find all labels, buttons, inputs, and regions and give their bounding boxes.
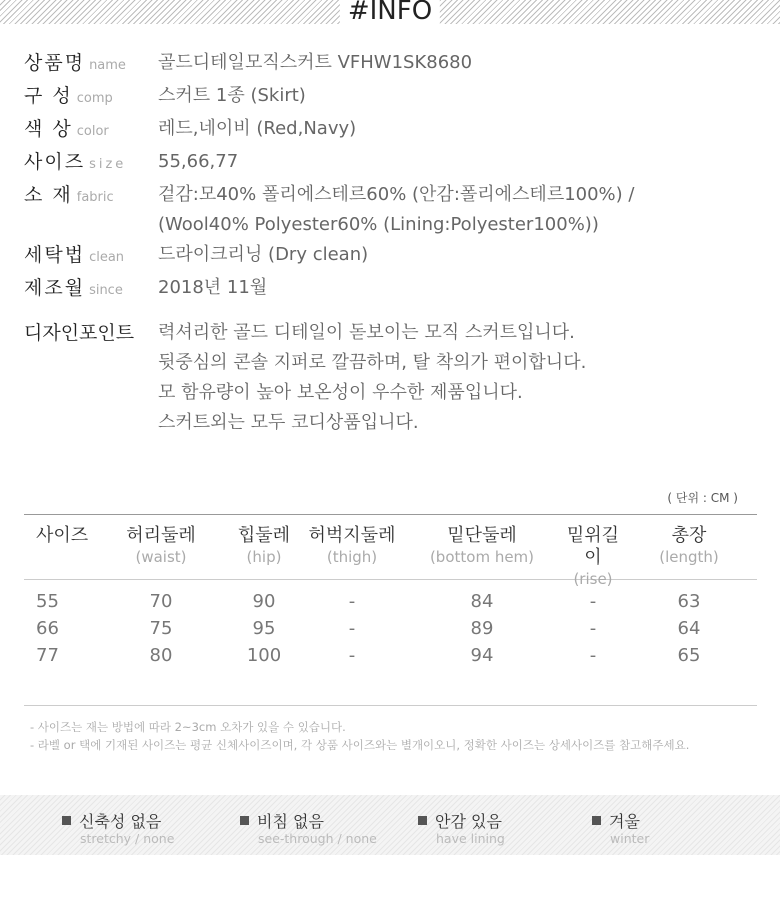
col-bottom-hem-label: 밑단둘레 (447, 525, 517, 546)
label-size: 사이즈 (24, 151, 86, 173)
feature-stretch (62, 809, 174, 846)
value-color: 레드,네이비 (Red,Navy) (158, 118, 357, 139)
label-since: 제조월 (24, 277, 86, 299)
value-clean: 드라이크리닝 (Dry clean) (158, 244, 369, 265)
cell-length: 63 (677, 591, 701, 612)
design-point (24, 318, 586, 438)
feature-stretch-en: stretchy / none (80, 831, 175, 846)
size-table (24, 514, 757, 706)
label-since-en: since (89, 283, 123, 298)
col-rise-label: 밑위길이 (566, 525, 620, 568)
feature-bar (0, 795, 780, 855)
col-length-label: 총장 (671, 525, 707, 546)
size-notes (30, 718, 689, 754)
label-name-en: name (89, 58, 126, 73)
design-point-line: 모 함유량이 높아 보온성이 우수한 제품입니다. (158, 382, 523, 403)
col-length-en: (length) (659, 548, 719, 566)
table-row (24, 615, 757, 642)
feature-lining (418, 809, 505, 846)
label-size-en: size (89, 157, 127, 172)
col-waist-label: 허리둘레 (126, 525, 196, 546)
table-row (24, 588, 757, 615)
note-line: - 라벨 or 택에 기재된 사이즈는 평균 신체사이즈이며, 각 상품 사이즈와는 별개이오니, 정확한 사이즈는 상세사이즈를 참고해주세요. (30, 738, 690, 752)
cell-thigh: - (348, 618, 356, 639)
value-fabric-line2: (Wool40% Polyester60% (Lining:Polyester100%)) (158, 214, 599, 235)
value-comp: 스커트 1종 (Skirt) (158, 85, 306, 106)
col-hip-label: 힙둘레 (237, 525, 291, 546)
feature-season (592, 809, 649, 846)
col-waist (96, 515, 226, 579)
cell-waist: 80 (149, 645, 173, 666)
cell-bottom-hem: 84 (470, 591, 494, 612)
feature-seethrough-label: 비침 없음 (257, 812, 324, 831)
bullet-square-icon (592, 816, 601, 825)
value-since: 2018년 11월 (158, 277, 268, 298)
design-point-line: 스커트외는 모두 코디상품입니다. (158, 412, 419, 433)
col-size-label: 사이즈 (36, 525, 89, 546)
cell-rise: - (589, 618, 597, 639)
label-comp: 구 성 (24, 85, 73, 107)
cell-length: 65 (677, 645, 701, 666)
cell-rise: - (589, 645, 597, 666)
cell-hip: 90 (252, 591, 276, 612)
label-comp-en: comp (76, 91, 113, 106)
cell-length: 64 (677, 618, 701, 639)
col-hip (226, 515, 302, 579)
info-title: #INFO (340, 0, 440, 26)
label-fabric: 소 재 (24, 184, 73, 206)
product-info (24, 48, 764, 306)
cell-thigh: - (348, 645, 356, 666)
feature-lining-en: have lining (436, 831, 505, 846)
col-thigh-en: (thigh) (326, 548, 378, 566)
feature-lining-label: 안감 있음 (435, 812, 502, 831)
info-row-name (24, 48, 764, 81)
note-line: - 사이즈는 재는 방법에 따라 2~3cm 오차가 있을 수 있습니다. (30, 720, 346, 734)
cell-waist: 70 (149, 591, 173, 612)
col-bottom-hem-en: (bottom hem) (429, 548, 535, 566)
value-size: 55,66,77 (158, 151, 239, 172)
label-color: 색 상 (24, 118, 73, 140)
cell-hip: 100 (246, 645, 282, 666)
label-name: 상품명 (24, 52, 86, 74)
feature-seethrough-en: see-through / none (258, 831, 377, 846)
cell-size: 77 (36, 645, 59, 666)
cell-size: 55 (36, 591, 59, 612)
design-point-label: 디자인포인트 (24, 322, 135, 344)
info-row-fabric (24, 180, 764, 240)
cell-hip: 95 (252, 618, 276, 639)
bullet-square-icon (418, 816, 427, 825)
feature-season-en: winter (610, 831, 650, 846)
col-thigh-label: 허벅지둘레 (308, 525, 396, 546)
col-waist-en: (waist) (135, 548, 187, 566)
feature-season-label: 겨울 (609, 812, 640, 831)
label-color-en: color (76, 124, 109, 139)
info-row-size (24, 147, 764, 180)
cell-bottom-hem: 89 (470, 618, 494, 639)
feature-seethrough (240, 809, 377, 846)
label-clean-en: clean (89, 250, 125, 265)
col-rise-en: (rise) (573, 570, 613, 588)
info-row-since (24, 273, 764, 306)
cell-waist: 75 (149, 618, 173, 639)
cell-rise: - (589, 591, 597, 612)
info-row-comp (24, 81, 764, 114)
design-point-line: 뒷중심의 콘솔 지퍼로 깔끔하며, 탈 착의가 편이합니다. (158, 352, 587, 373)
value-name: 골드디테일모직스커트 VFHW1SK8680 (158, 52, 473, 73)
bullet-square-icon (62, 816, 71, 825)
bullet-square-icon (240, 816, 249, 825)
header-bar (0, 0, 780, 24)
label-clean: 세탁법 (24, 244, 86, 266)
cell-thigh: - (348, 591, 356, 612)
size-table-header (24, 515, 757, 588)
col-thigh (302, 515, 402, 579)
feature-stretch-label: 신축성 없음 (79, 812, 162, 831)
col-length (624, 515, 754, 579)
info-row-clean (24, 240, 764, 273)
label-fabric-en: fabric (76, 190, 114, 205)
value-fabric-line1: 겉감:모40% 폴리에스테르60% (안감:폴리에스테르100%) / (158, 184, 635, 205)
cell-bottom-hem: 94 (470, 645, 494, 666)
col-hip-en: (hip) (246, 548, 282, 566)
cell-size: 66 (36, 618, 59, 639)
col-size (24, 515, 96, 579)
col-bottom-hem (402, 515, 562, 579)
col-rise (562, 515, 624, 588)
unit-label: ( 단위 : CM ) (667, 491, 738, 505)
table-row (24, 642, 757, 669)
size-table-body (24, 580, 757, 669)
info-row-color (24, 114, 764, 147)
design-point-line: 력셔리한 골드 디테일이 돋보이는 모직 스커트입니다. (158, 322, 575, 343)
